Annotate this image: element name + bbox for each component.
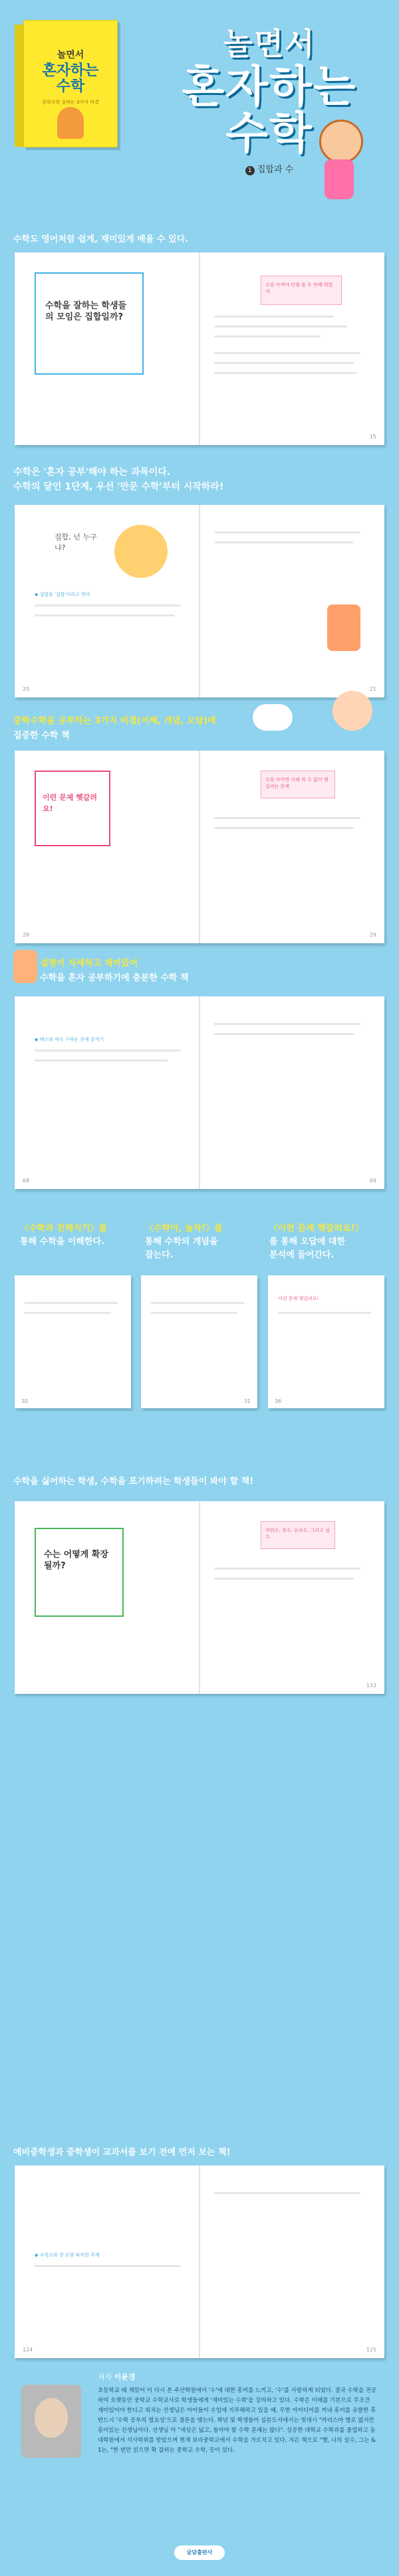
page-number: 21 <box>369 686 376 692</box>
chapter-box <box>35 272 144 375</box>
page-number: 15 <box>369 434 376 440</box>
boy-illustration <box>327 604 360 651</box>
section-2-line-2: 수학의 달인 1단계, 우선 '만문 수학'부터 시작하라! <box>13 482 224 492</box>
trio-c-line-1: 〈이런 문제 헷갈려요!〉 <box>269 1224 364 1234</box>
mini-page-c-note: 이런 문제 헷갈려요! <box>278 1296 319 1301</box>
girl-character <box>313 120 366 206</box>
cover-character <box>57 107 84 139</box>
section-1-text: 수학도 영어처럼 쉽게, 재미있게 배울 수 있다. <box>13 234 189 244</box>
section-6-text: 수학을 싫어하는 학생, 수학을 포기하려는 학생들이 봐야 할 책! <box>13 1477 254 1487</box>
section-4-headline <box>40 957 399 986</box>
trio-b-line-1: 〈수학아, 놀자!〉를 <box>145 1224 223 1234</box>
hero-banner <box>0 0 399 219</box>
trio-c-line-2: 를 통해 오답에 대한 <box>269 1237 346 1247</box>
chapter-box-text: 수학을 잘하는 학생들의 모임은 집합일까? <box>45 301 127 322</box>
page-number: 133 <box>366 1683 376 1689</box>
text-line <box>214 817 360 819</box>
text-line <box>35 1050 181 1052</box>
text-line <box>214 1033 354 1035</box>
speech-note <box>261 276 342 305</box>
text-line <box>214 335 321 337</box>
volume-label <box>245 162 294 175</box>
page-number: 20 <box>23 686 30 692</box>
spread-2-subtitle: ◆ 집합을 '집합'이라고 한다 <box>35 592 90 597</box>
author-label-prefix: 저자 <box>98 2373 112 2381</box>
trio-b-line-2: 통해 수학의 개념을 <box>145 1237 218 1247</box>
section-3-headline <box>13 714 386 743</box>
text-line <box>214 316 334 318</box>
book-cover <box>23 20 118 147</box>
trio-c-line-3: 분석에 들어간다. <box>269 1250 334 1260</box>
spread-4-subtitle: ◆ 배수와 약수 구하는 문제 분석기 <box>35 1037 104 1042</box>
author-label <box>98 2371 136 2382</box>
volume-text: 집합과 수 <box>257 165 294 175</box>
chapter-box-text: 이런 문제 헷갈려요! <box>43 793 98 813</box>
trio-b-line-3: 잡는다. <box>145 1250 174 1260</box>
text-line <box>35 1059 168 1061</box>
chapter-box <box>35 1528 124 1617</box>
text-line <box>35 614 174 616</box>
spread-fold <box>199 505 200 697</box>
page-number: 69 <box>369 1178 376 1184</box>
speech-note-text: 수를 아껴야 단점 을 두 번째 엮었어 <box>265 282 333 294</box>
cover-title-1: 놀면서 <box>57 50 84 60</box>
wizard-illustration <box>114 525 168 578</box>
section-2-headline <box>13 465 386 494</box>
text-line <box>214 1023 360 1025</box>
book-spine <box>15 25 24 147</box>
trio-a-line-2: 통해 수학을 이해한다. <box>20 1237 105 1247</box>
spread-fold <box>199 2165 200 2358</box>
spread-3 <box>15 751 384 943</box>
spread-4 <box>15 996 384 1189</box>
chapter-box <box>35 771 110 846</box>
spread-fold <box>199 1501 200 1694</box>
mini-page-b <box>141 1275 257 1408</box>
spread-2 <box>15 505 384 697</box>
cover-title-3: 수학 <box>56 78 85 95</box>
spread-fold <box>199 751 200 943</box>
text-line <box>214 352 360 354</box>
trio-headline-c <box>269 1222 382 1262</box>
trio-headline-b <box>145 1222 258 1262</box>
boy-thumbs-up-illustration <box>13 950 37 983</box>
text-line <box>214 1578 354 1580</box>
author-bio: 초등학교 때 재밌어 이 다시 본 주산학원에서 '수'에 대한 흥미를 느끼고, '수'를 사랑하게 되었다. 결국 수학을 전공하여 오랫동안 중학교 수학교사로 학생들에게 '재미있는 수학'을 강의하고 있다. 수학은 이해를 기본으로 무조건 재미있어야 한다고 외치는 선생님은 아이들이 수업에 지루해하고 있을 때, 무한 아이디어를 꺼내 흥미를 유발한 후 반드시 '수학 공부의 필요성'으로 결론을 맺는다. 학년 및 학생들이 심분도서에서는 멋대시 "카리스마 별로 없지만 흥미있는 선생님이다. 선생님 아 "세상은 넓고, 돌아야 할 수학 문제는 많다". 성공한 대학교 수학과를 졸업하고 동 대학원에서 석사학위를 받았으며 현재 보라중학교에서 수학을 가르치고 있다. 지은 책으로 "헷, 너의 실수, 그는 & 1는, "한 번만 읽으면 확 잡히는 중학교 수학, 등이 있다. <box>98 2387 377 2454</box>
author-name: 이윤경 <box>114 2373 136 2381</box>
text-line <box>25 1302 118 1304</box>
girl-pointing-illustration <box>332 691 372 731</box>
page-number: 30 <box>21 1398 29 1404</box>
spread-fold <box>199 252 200 445</box>
text-line <box>151 1312 237 1314</box>
page-number: 29 <box>369 932 376 938</box>
author-section <box>15 2365 384 2518</box>
trio-pages <box>15 1275 384 1408</box>
section-3-line-1: 중학수학을 공부하는 3가지 비결(이해, 개념, 오답)에 <box>13 716 216 726</box>
page-number: 125 <box>366 2347 376 2353</box>
section-4-line-1: 설명이 자세하고 재미있어 <box>40 959 138 968</box>
volume-badge-icon: 1 <box>245 166 255 175</box>
author-face <box>35 2398 68 2438</box>
chapter-box-text: 수는 어떻게 확장될까? <box>44 1550 108 1571</box>
text-line <box>35 604 181 606</box>
text-line <box>214 531 360 533</box>
spread-7 <box>15 2165 384 2358</box>
mini-page-c <box>268 1275 384 1408</box>
spread-1 <box>15 252 384 445</box>
speech-note <box>261 771 335 798</box>
text-line <box>214 541 354 543</box>
text-line <box>214 325 347 327</box>
author-photo <box>21 2385 81 2458</box>
section-6-headline <box>13 1475 386 1489</box>
girl-head <box>319 120 363 163</box>
spread-fold <box>199 996 200 1189</box>
text-line <box>214 2192 360 2194</box>
section-7-headline <box>13 2146 386 2160</box>
speech-note-text: 자연수, 정수, 유리수, 그리고 실수 <box>265 1528 330 1540</box>
speech-note-text: 수를 아끼면 이해 학 수 없어 헷갈리는 문제 <box>265 777 329 789</box>
dog-illustration <box>253 704 293 731</box>
page-number: 124 <box>23 2347 33 2353</box>
girl-body <box>325 159 354 199</box>
text-line <box>214 362 354 364</box>
text-line <box>25 1312 111 1314</box>
spread-2-title: 집합, 넌 누구냐? <box>55 533 97 552</box>
mini-page-a <box>15 1275 131 1408</box>
section-3-line-2: 집중한 수학 책 <box>13 731 70 741</box>
title-line-1: 놀면서 <box>223 26 316 62</box>
cover-subtitle: 중학수학 잘하는 3가지 비결 <box>42 100 99 105</box>
text-line <box>35 2265 181 2267</box>
trio-headline-a <box>20 1222 133 1249</box>
section-1-headline <box>13 232 386 247</box>
publisher-logo: 글담출판사 <box>174 2545 225 2560</box>
page-number: 36 <box>275 1398 282 1404</box>
spread-7-subtitle: ◆ 수학교과 첫 모양 파악한 주제 <box>35 2253 100 2258</box>
page-number: 31 <box>243 1398 251 1404</box>
cover-title-2: 혼자하는 <box>42 62 99 79</box>
section-4-line-2: 수학을 혼자 공부하기에 충분한 수학 책 <box>40 973 189 983</box>
speech-note <box>261 1521 335 1549</box>
trio-a-line-1: 〈수학과 친해지기〉를 <box>20 1224 107 1234</box>
page-number: 68 <box>23 1178 30 1184</box>
text-line <box>214 372 357 374</box>
title-line-2: 혼자하는 수학 <box>182 61 357 159</box>
section-2-line-1: 수학은 '혼자 공부'해야 하는 과목이다. <box>13 467 171 478</box>
page-number: 28 <box>23 932 30 938</box>
text-line <box>151 1302 244 1304</box>
text-line <box>214 827 354 829</box>
text-line <box>278 1312 371 1314</box>
section-7-text: 예비중학생과 중학생이 교과서를 보기 전에 먼저 보는 책! <box>13 2148 231 2158</box>
cover-title <box>24 47 117 95</box>
spread-6 <box>15 1501 384 1694</box>
text-line <box>214 1568 360 1570</box>
